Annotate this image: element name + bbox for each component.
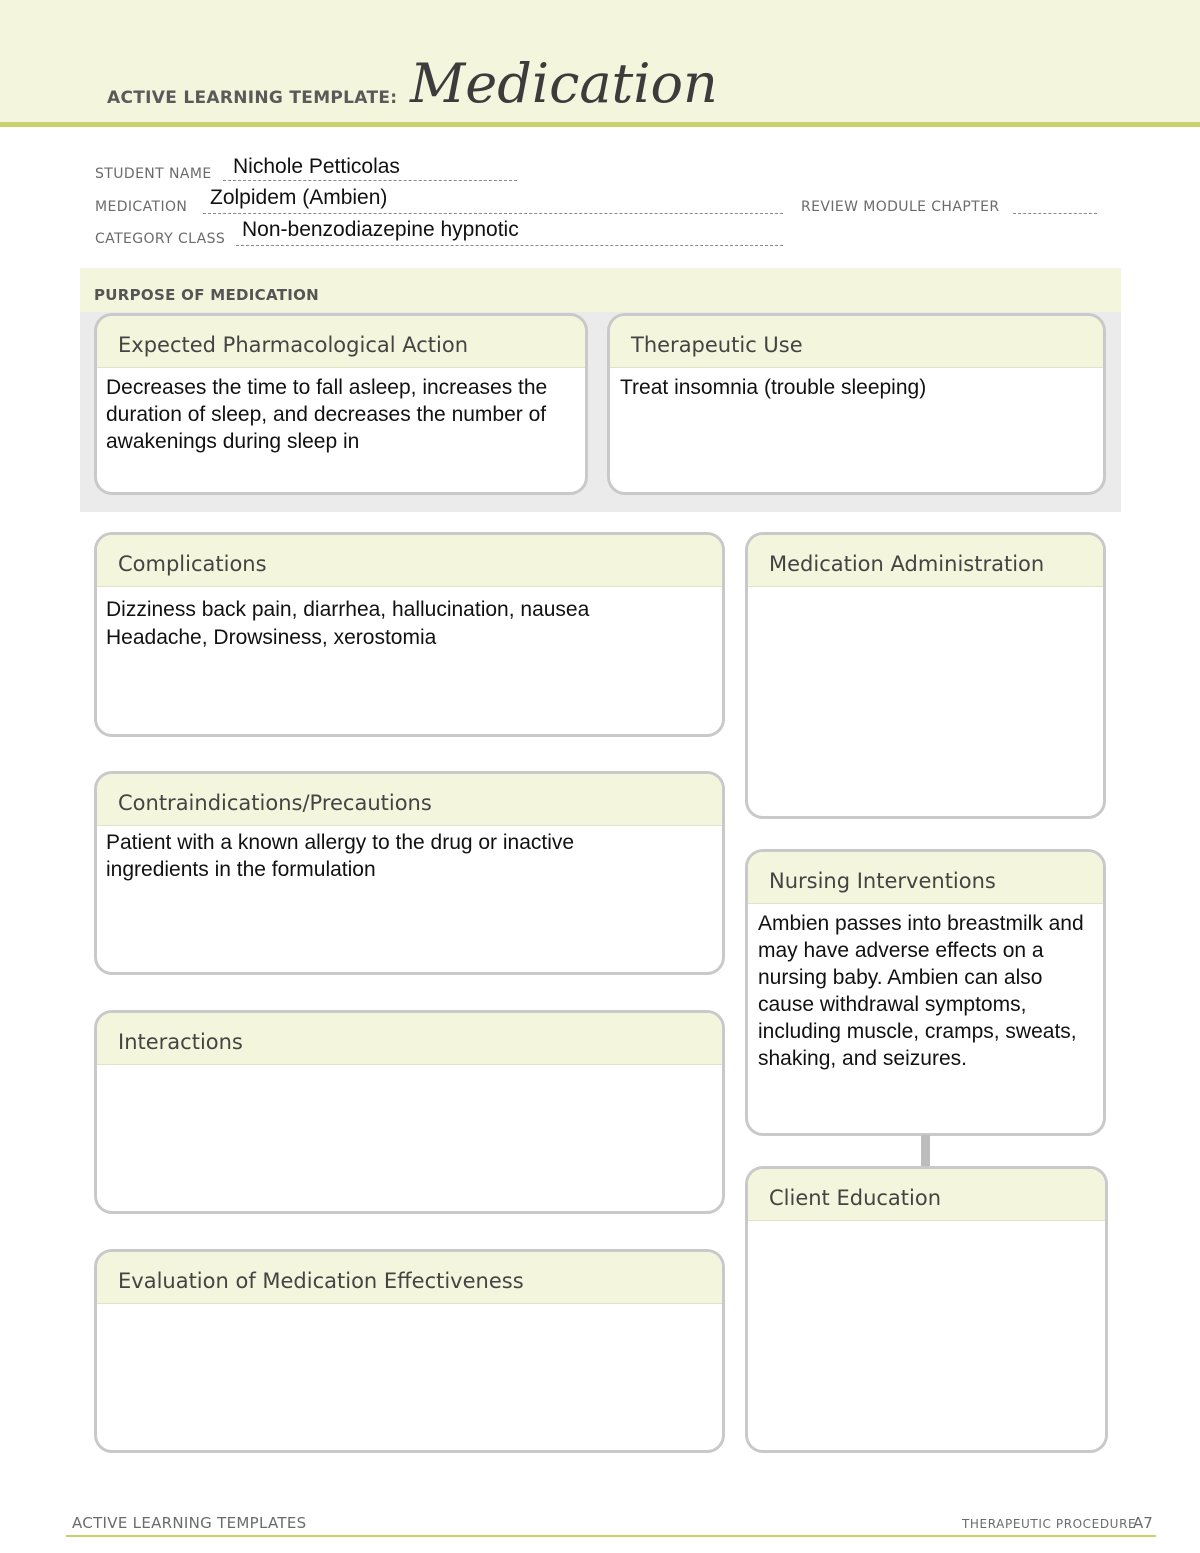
nursing-interventions-text: Ambien passes into breastmilk and may have adverse effects on a nursing baby. Ambien can also cause withdrawal symptoms, including muscle, cramps, sweats, shaking, and seizures. bbox=[758, 912, 1084, 1070]
client-education-box[interactable] bbox=[745, 1166, 1108, 1453]
therapeutic-use-text: Treat insomnia (trouble sleeping) bbox=[620, 376, 927, 399]
complications-line-2: Headache, Drowsiness, xerostomia bbox=[106, 626, 437, 649]
complications-line-1: Dizziness back pain, diarrhea, hallucination, nausea bbox=[106, 598, 590, 621]
medication-administration-title: Medication Administration bbox=[748, 535, 1103, 587]
evaluation-box[interactable] bbox=[94, 1249, 725, 1453]
expected-action-text: Decreases the time to fall asleep, increases the duration of sleep, and decreases the number of awakenings during sleep in bbox=[106, 376, 548, 453]
evaluation-text bbox=[97, 1304, 722, 1310]
contraindications-text: Patient with a known allergy to the drug or inactive ingredients in the formulation bbox=[106, 831, 575, 881]
complications-title: Complications bbox=[97, 535, 722, 587]
medication-administration-text bbox=[748, 587, 1103, 593]
interactions-text bbox=[97, 1065, 722, 1071]
footer-right: THERAPEUTIC PROCEDURE bbox=[962, 1517, 1137, 1531]
purpose-title: PURPOSE OF MEDICATION bbox=[94, 286, 320, 304]
category-class-value[interactable]: Non-benzodiazepine hypnotic bbox=[242, 218, 519, 241]
client-education-title: Client Education bbox=[748, 1169, 1105, 1221]
category-class-line bbox=[236, 245, 783, 246]
review-module-label: REVIEW MODULE CHAPTER bbox=[801, 199, 1000, 215]
review-module-line bbox=[1013, 213, 1097, 214]
therapeutic-use-title: Therapeutic Use bbox=[610, 316, 1103, 368]
nursing-interventions-box[interactable] bbox=[745, 849, 1106, 1136]
student-name-value[interactable]: Nichole Petticolas bbox=[233, 155, 400, 178]
page-number: A7 bbox=[1133, 1514, 1153, 1532]
student-name-line bbox=[223, 180, 517, 181]
medication-administration-box[interactable] bbox=[745, 532, 1106, 819]
complications-box[interactable] bbox=[94, 532, 725, 737]
complications-text bbox=[97, 587, 722, 652]
header-rule bbox=[0, 122, 1200, 127]
expected-action-title: Expected Pharmacological Action bbox=[97, 316, 585, 368]
student-name-label: STUDENT NAME bbox=[95, 166, 212, 182]
medication-value[interactable]: Zolpidem (Ambien) bbox=[210, 186, 388, 209]
connector-bar bbox=[921, 1135, 930, 1167]
medication-label: MEDICATION bbox=[95, 199, 188, 215]
evaluation-title: Evaluation of Medication Effectiveness bbox=[97, 1252, 722, 1304]
medication-line bbox=[203, 213, 783, 214]
footer-rule bbox=[66, 1535, 1156, 1537]
contraindications-title: Contraindications/Precautions bbox=[97, 774, 722, 826]
therapeutic-use-box[interactable] bbox=[607, 313, 1106, 495]
nursing-interventions-title: Nursing Interventions bbox=[748, 852, 1103, 904]
footer-left: ACTIVE LEARNING TEMPLATES bbox=[72, 1514, 307, 1532]
category-class-label: CATEGORY CLASS bbox=[95, 231, 226, 247]
client-education-text bbox=[748, 1221, 1105, 1227]
template-label: ACTIVE LEARNING TEMPLATE: bbox=[107, 88, 398, 108]
contraindications-box[interactable] bbox=[94, 771, 725, 975]
interactions-box[interactable] bbox=[94, 1010, 725, 1214]
page-title: Medication bbox=[410, 52, 718, 115]
interactions-title: Interactions bbox=[97, 1013, 722, 1065]
expected-action-box[interactable] bbox=[94, 313, 588, 495]
